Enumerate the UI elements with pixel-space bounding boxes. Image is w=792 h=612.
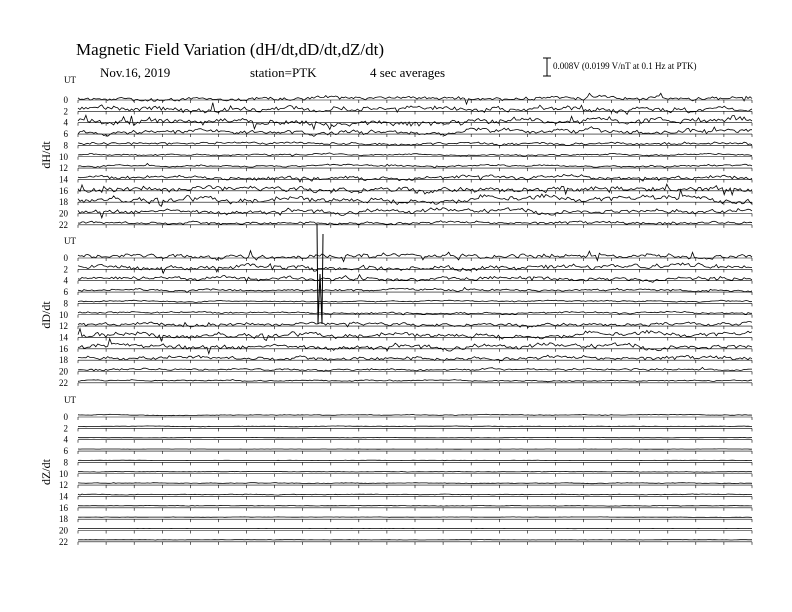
trace-12	[78, 483, 752, 484]
row-axis-20	[78, 372, 752, 375]
row-label-16: 16	[59, 343, 68, 354]
row-axis-4	[78, 281, 752, 284]
row-axis-4	[78, 123, 752, 126]
trace-22	[78, 221, 752, 225]
row-axis-12	[78, 168, 752, 171]
row-label-2: 2	[63, 106, 68, 117]
ut-axis-label: UT	[64, 236, 76, 246]
row-axis-4	[78, 440, 752, 443]
scale-bar	[543, 58, 551, 76]
row-label-22: 22	[59, 536, 68, 547]
trace-4	[78, 115, 752, 129]
row-label-8: 8	[63, 457, 68, 468]
row-label-20: 20	[59, 525, 68, 536]
row-label-18: 18	[59, 514, 68, 525]
row-axis-8	[78, 145, 752, 148]
trace-10	[78, 311, 752, 315]
ut-axis-label: UT	[64, 395, 76, 405]
row-axis-2	[78, 428, 752, 431]
row-axis-14	[78, 179, 752, 182]
row-label-0: 0	[63, 412, 68, 422]
row-label-20: 20	[59, 208, 68, 219]
spike-artifact	[317, 224, 323, 324]
row-label-0: 0	[63, 253, 68, 263]
row-axis-18	[78, 360, 752, 363]
scale-bar-label: 0.008V (0.0199 V/nT at 0.1 Hz at PTK)	[553, 61, 697, 71]
row-label-14: 14	[59, 332, 68, 343]
row-axis-0	[78, 258, 752, 261]
row-label-8: 8	[63, 140, 68, 151]
row-label-18: 18	[59, 197, 68, 208]
row-axis-2	[78, 269, 752, 272]
row-label-4: 4	[63, 117, 68, 128]
row-axis-22	[78, 225, 752, 228]
row-label-2: 2	[63, 264, 68, 275]
date-label: Nov.16, 2019	[100, 65, 171, 80]
row-axis-8	[78, 462, 752, 465]
row-axis-2	[78, 111, 752, 114]
row-axis-18	[78, 202, 752, 205]
row-axis-8	[78, 303, 752, 306]
averaging-label: 4 sec averages	[370, 65, 446, 80]
row-label-10: 10	[59, 468, 68, 479]
ut-axis-label: UT	[64, 75, 76, 85]
row-axis-0	[78, 417, 752, 420]
row-label-16: 16	[59, 502, 68, 513]
row-label-16: 16	[59, 185, 68, 196]
trace-18	[78, 517, 752, 518]
trace-4	[78, 437, 752, 438]
row-label-10: 10	[59, 309, 68, 320]
panel-dz-dt	[39, 395, 752, 547]
row-axis-20	[78, 531, 752, 534]
station-label: station=PTK	[250, 65, 317, 80]
y-axis-label: dZ/dt	[39, 459, 53, 485]
trace-10	[78, 153, 752, 156]
row-label-8: 8	[63, 298, 68, 309]
row-axis-10	[78, 157, 752, 160]
row-label-6: 6	[63, 446, 68, 457]
row-label-18: 18	[59, 355, 68, 366]
row-label-2: 2	[63, 423, 68, 434]
row-label-0: 0	[63, 95, 68, 105]
trace-0	[78, 414, 752, 415]
row-axis-22	[78, 542, 752, 545]
row-axis-12	[78, 485, 752, 488]
row-label-4: 4	[63, 275, 68, 286]
row-axis-10	[78, 474, 752, 477]
row-label-6: 6	[63, 129, 68, 140]
trace-12	[78, 164, 752, 168]
trace-20	[78, 367, 752, 371]
row-axis-18	[78, 519, 752, 522]
row-axis-16	[78, 508, 752, 511]
trace-8	[78, 300, 752, 302]
trace-8	[78, 460, 752, 461]
y-axis-label: dH/dt	[39, 141, 53, 169]
row-label-20: 20	[59, 366, 68, 377]
trace-2	[78, 426, 752, 427]
row-axis-20	[78, 214, 752, 217]
row-label-22: 22	[59, 377, 68, 388]
trace-14	[78, 494, 752, 495]
row-axis-12	[78, 326, 752, 329]
row-label-12: 12	[59, 480, 68, 491]
row-axis-22	[78, 383, 752, 386]
panel-dd-dt	[39, 224, 752, 388]
trace-16	[78, 505, 752, 506]
panel-dh-dt	[39, 75, 752, 230]
row-axis-6	[78, 451, 752, 454]
y-axis-label: dD/dt	[39, 301, 53, 329]
row-label-12: 12	[59, 321, 68, 332]
row-label-6: 6	[63, 287, 68, 298]
row-label-10: 10	[59, 151, 68, 162]
row-label-4: 4	[63, 434, 68, 445]
row-label-14: 14	[59, 491, 68, 502]
row-axis-14	[78, 496, 752, 499]
row-axis-6	[78, 292, 752, 295]
row-label-12: 12	[59, 163, 68, 174]
row-label-22: 22	[59, 219, 68, 230]
row-axis-10	[78, 315, 752, 318]
row-axis-6	[78, 134, 752, 137]
trace-22	[78, 540, 752, 541]
chart-title: Magnetic Field Variation (dH/dt,dD/dt,dZ/dt)	[76, 40, 385, 59]
row-label-14: 14	[59, 174, 68, 185]
trace-22	[78, 380, 752, 382]
trace-10	[78, 471, 752, 472]
